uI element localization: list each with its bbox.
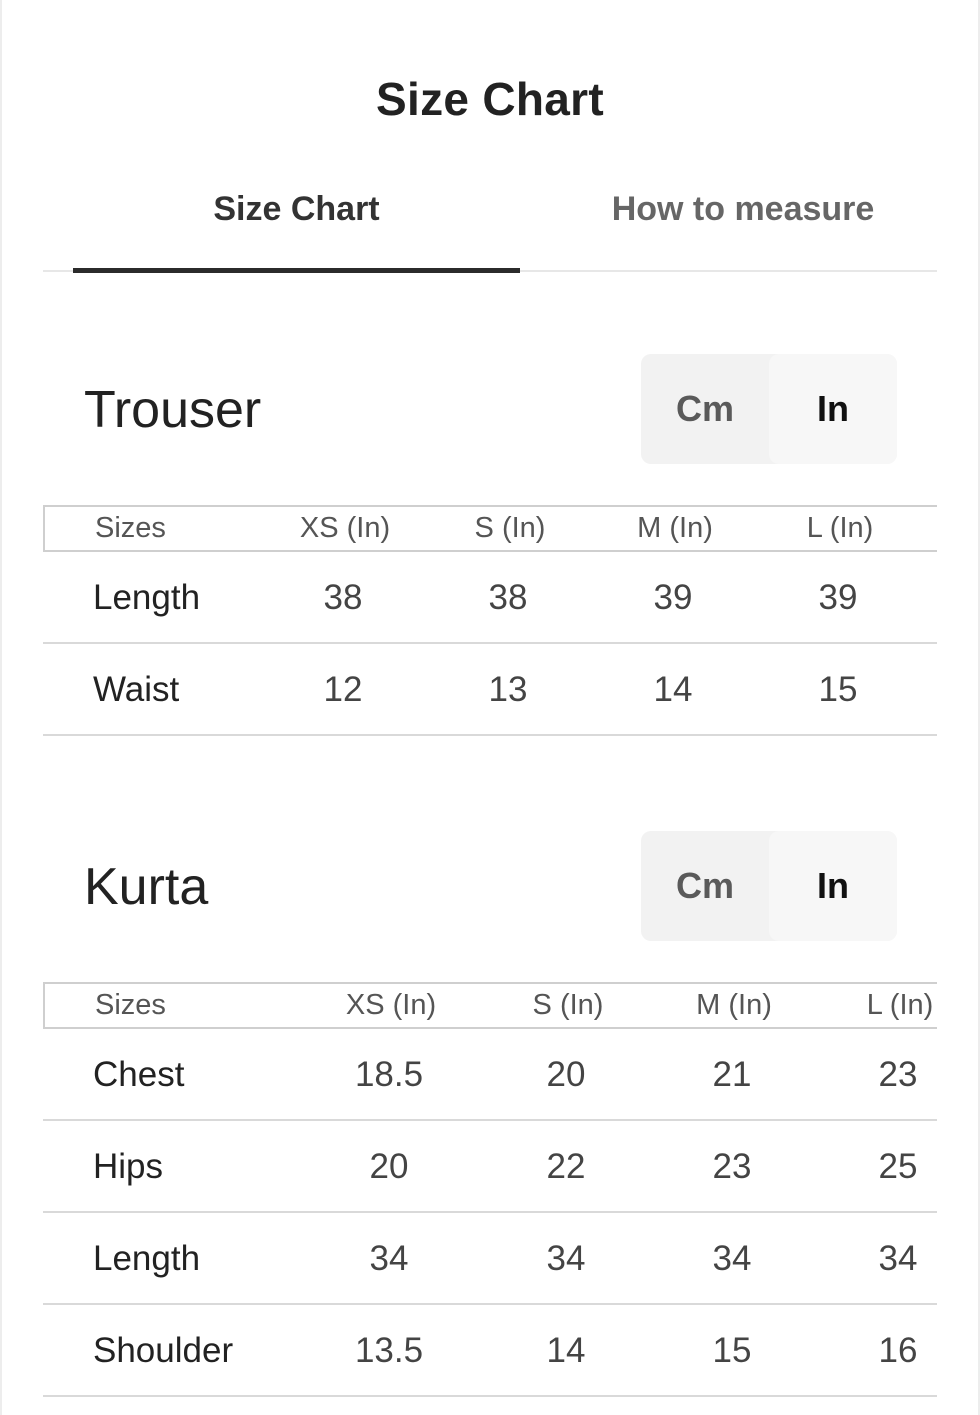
row-label: Waist [93,670,180,709]
table-row [43,1121,937,1213]
cell-m: 34 [712,1239,752,1278]
cell-m: 39 [653,578,693,617]
header-m: M (In) [637,512,713,544]
tab-size-chart[interactable]: Size Chart [73,176,520,272]
table-row [43,644,937,736]
cell-s: 38 [488,578,528,617]
cell-xs: 13.5 [354,1331,424,1370]
cell-s: 20 [546,1055,586,1094]
table-row [43,1305,937,1397]
cell-m: 21 [712,1055,752,1094]
header-l: L (In) [866,989,934,1021]
row-label: Shoulder [93,1331,234,1370]
tab-bar [43,176,937,272]
frame-left-border [0,0,2,1415]
cell-m: 14 [653,670,693,709]
cell-xs: 18.5 [354,1055,424,1094]
cell-l: 23 [878,1055,918,1094]
trouser-section-title: Trouser [84,381,262,439]
cell-m: 15 [712,1331,752,1370]
kurta-unit-cm-button[interactable]: Cm [675,865,734,906]
table-row [43,1029,937,1121]
cell-xs: 34 [369,1239,409,1278]
row-label: Hips [93,1147,164,1186]
trouser-unit-in-button[interactable]: In [769,354,897,464]
cell-l: 34 [878,1239,918,1278]
row-label: Length [93,1239,201,1278]
header-s: S (In) [532,989,604,1021]
cell-l: 16 [878,1331,918,1370]
cell-l: 25 [878,1147,918,1186]
header-xs: XS (In) [299,512,391,544]
cell-s: 14 [546,1331,586,1370]
trouser-unit-toggle [641,354,897,464]
trouser-size-table [43,505,937,736]
header-sizes: Sizes [95,989,166,1021]
row-label: Chest [93,1055,185,1094]
header-xs: XS (In) [345,989,437,1021]
header-l: L (In) [806,512,874,544]
cell-s: 34 [546,1239,586,1278]
cell-l: 39 [818,578,858,617]
cell-s: 13 [488,670,528,709]
cell-xs: 38 [323,578,363,617]
header-m: M (In) [696,989,772,1021]
cell-xs: 20 [369,1147,409,1186]
kurta-unit-in-button[interactable]: In [769,831,897,941]
row-label: Length [93,578,201,617]
cell-s: 22 [546,1147,586,1186]
table-header-row [43,982,937,1029]
cell-m: 23 [712,1147,752,1186]
cell-xs: 12 [323,670,363,709]
cell-l: 15 [818,670,858,709]
table-header-row [43,505,937,552]
header-s: S (In) [474,512,546,544]
table-row [43,552,937,644]
tab-how-to-measure[interactable]: How to measure [611,190,875,228]
header-sizes: Sizes [95,512,166,544]
kurta-size-table [43,982,937,1397]
kurta-unit-toggle [641,831,897,941]
trouser-unit-cm-button[interactable]: Cm [675,388,734,429]
page-title: Size Chart [376,73,604,125]
table-row [43,1213,937,1305]
kurta-section-title: Kurta [84,858,209,916]
